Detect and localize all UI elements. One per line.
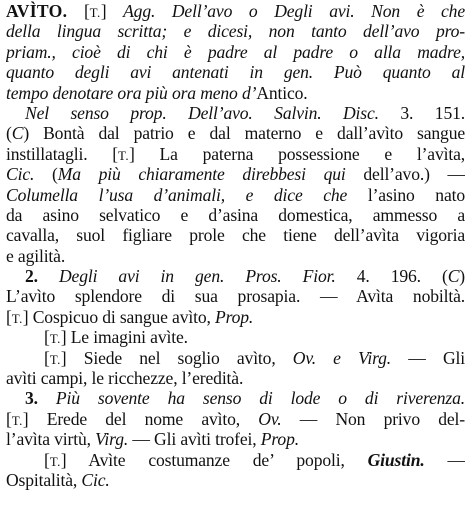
entry-line — [6, 368, 465, 388]
text-run: ( — [6, 123, 12, 144]
text-run: [ — [6, 408, 12, 429]
entry-line — [6, 164, 465, 184]
text-run: [ — [44, 347, 50, 368]
text-run: T. — [49, 453, 61, 469]
text-run: L’avìto splendore di sua prosapia. — Avìta nobiltà. — [6, 286, 465, 307]
text-run: T. — [117, 147, 130, 163]
text-run: Degli avi in gen. Pros. Fior. — [37, 266, 357, 287]
text-run: Cic. — [81, 469, 110, 490]
text-run: T. — [11, 310, 23, 326]
entry-line — [6, 225, 465, 245]
entry-line — [6, 123, 465, 143]
text-run: Ov. e Virg. — [292, 347, 392, 368]
entry-line — [6, 388, 465, 408]
text-run: T. — [11, 412, 23, 428]
text-run: T. — [49, 351, 61, 367]
text-run: ] Siede nel soglio avìto, — [60, 347, 293, 368]
text-run: avìti campi, le ricchezze, l’eredità. — [6, 368, 244, 389]
text-run: 2. — [25, 266, 38, 287]
text-run: Agg. Dell’avo o Degli avi. Non è che — [123, 1, 465, 21]
entry-line — [6, 429, 465, 449]
entry-line — [6, 327, 465, 347]
text-run: [ — [6, 306, 12, 327]
text-run: ] La paterna possessione e l’avìta, — [129, 143, 465, 164]
text-run: AVÌTO. — [6, 1, 68, 21]
text-run: instillatagli. [ — [6, 143, 118, 164]
text-run: Ov. — [258, 408, 282, 429]
text-run: Antico. — [256, 82, 308, 103]
text-run: C — [11, 123, 24, 144]
text-run: Prop. — [215, 306, 254, 327]
text-run: ] — [100, 1, 124, 21]
entry-line — [6, 470, 465, 490]
entry-line — [6, 1, 465, 21]
text-run: ] Avìte costumanze de’ popoli, — [60, 449, 368, 470]
text-run: — Non privo del- — [281, 408, 465, 429]
text-run: Nel senso prop. Dell’avo. Salvin. Disc. — [25, 102, 401, 123]
text-run: priam., cioè di chi è padre al padre o alla madre, — [6, 41, 465, 62]
text-run: ] Cospicuo di sangue avìto, — [22, 306, 215, 327]
text-run: — Gli — [391, 347, 465, 368]
entry-line — [6, 21, 465, 41]
text-run: Ma più chiaramente direbbesi qui — [57, 164, 346, 185]
text-run: Columella l’usa d’animali, e dice che — [6, 184, 348, 205]
entry-line — [6, 62, 465, 82]
text-run: Prop. — [260, 429, 299, 450]
entry-line — [6, 246, 465, 266]
text-run: 4. 196. ( — [356, 266, 448, 287]
text-run: Cic. — [6, 164, 35, 185]
text-run: Più sovente ha senso di lode o di riverenza. — [37, 388, 465, 409]
text-run: l’avìta virtù, — [6, 429, 96, 450]
text-run: tempo denotare ora più ora meno d’ — [6, 82, 257, 103]
text-run: dell’avo.) — — [345, 164, 465, 185]
text-run: Ospitalità, — [6, 469, 82, 490]
entry-line — [6, 266, 465, 286]
entry-line — [6, 103, 465, 123]
entry-line — [6, 144, 465, 164]
entry-line — [6, 205, 465, 225]
entry-line — [6, 42, 465, 62]
text-run: ] Erede del nome avìto, — [22, 408, 259, 429]
entry-line — [6, 307, 465, 327]
entry-line — [6, 83, 465, 103]
text-run: e agilità. — [6, 245, 66, 266]
text-run: ) — [459, 266, 465, 287]
text-run: ] Le imagini avìte. — [60, 327, 188, 348]
entry-line — [6, 409, 465, 429]
text-run: T. — [49, 331, 61, 347]
entry-line — [6, 185, 465, 205]
text-run: C — [447, 266, 460, 287]
text-run: l’asino nato — [347, 184, 465, 205]
text-run: 3. 151. — [400, 102, 465, 123]
text-run: — — [424, 449, 465, 470]
text-run: [ — [67, 1, 90, 21]
text-run: [ — [44, 449, 50, 470]
text-run: da asino selvatico e d’asina domestica, ammesso a — [6, 204, 465, 225]
text-run: cavalla, suol figliare prole che tiene dell’avìta vigoria — [6, 225, 465, 246]
text-run: — Gli avìti trofei, — [128, 429, 261, 450]
entry-line — [6, 348, 465, 368]
text-run: Giustin. — [367, 449, 425, 470]
text-run: Virg. — [95, 429, 129, 450]
text-run: ( — [34, 164, 58, 185]
text-run: ) Bontà dal patrio e dal materno e dall’avìto sangue — [23, 123, 465, 144]
text-run: della lingua scritta; e dicesi, non tanto dell’avo pro- — [6, 21, 465, 42]
entry-line — [6, 286, 465, 306]
text-run: T. — [89, 5, 101, 20]
text-run: 3. — [25, 388, 38, 409]
text-run: [ — [44, 327, 50, 348]
text-run: quanto degli avi antenati in gen. Può quanto al — [6, 62, 465, 83]
entry-line — [6, 450, 465, 470]
